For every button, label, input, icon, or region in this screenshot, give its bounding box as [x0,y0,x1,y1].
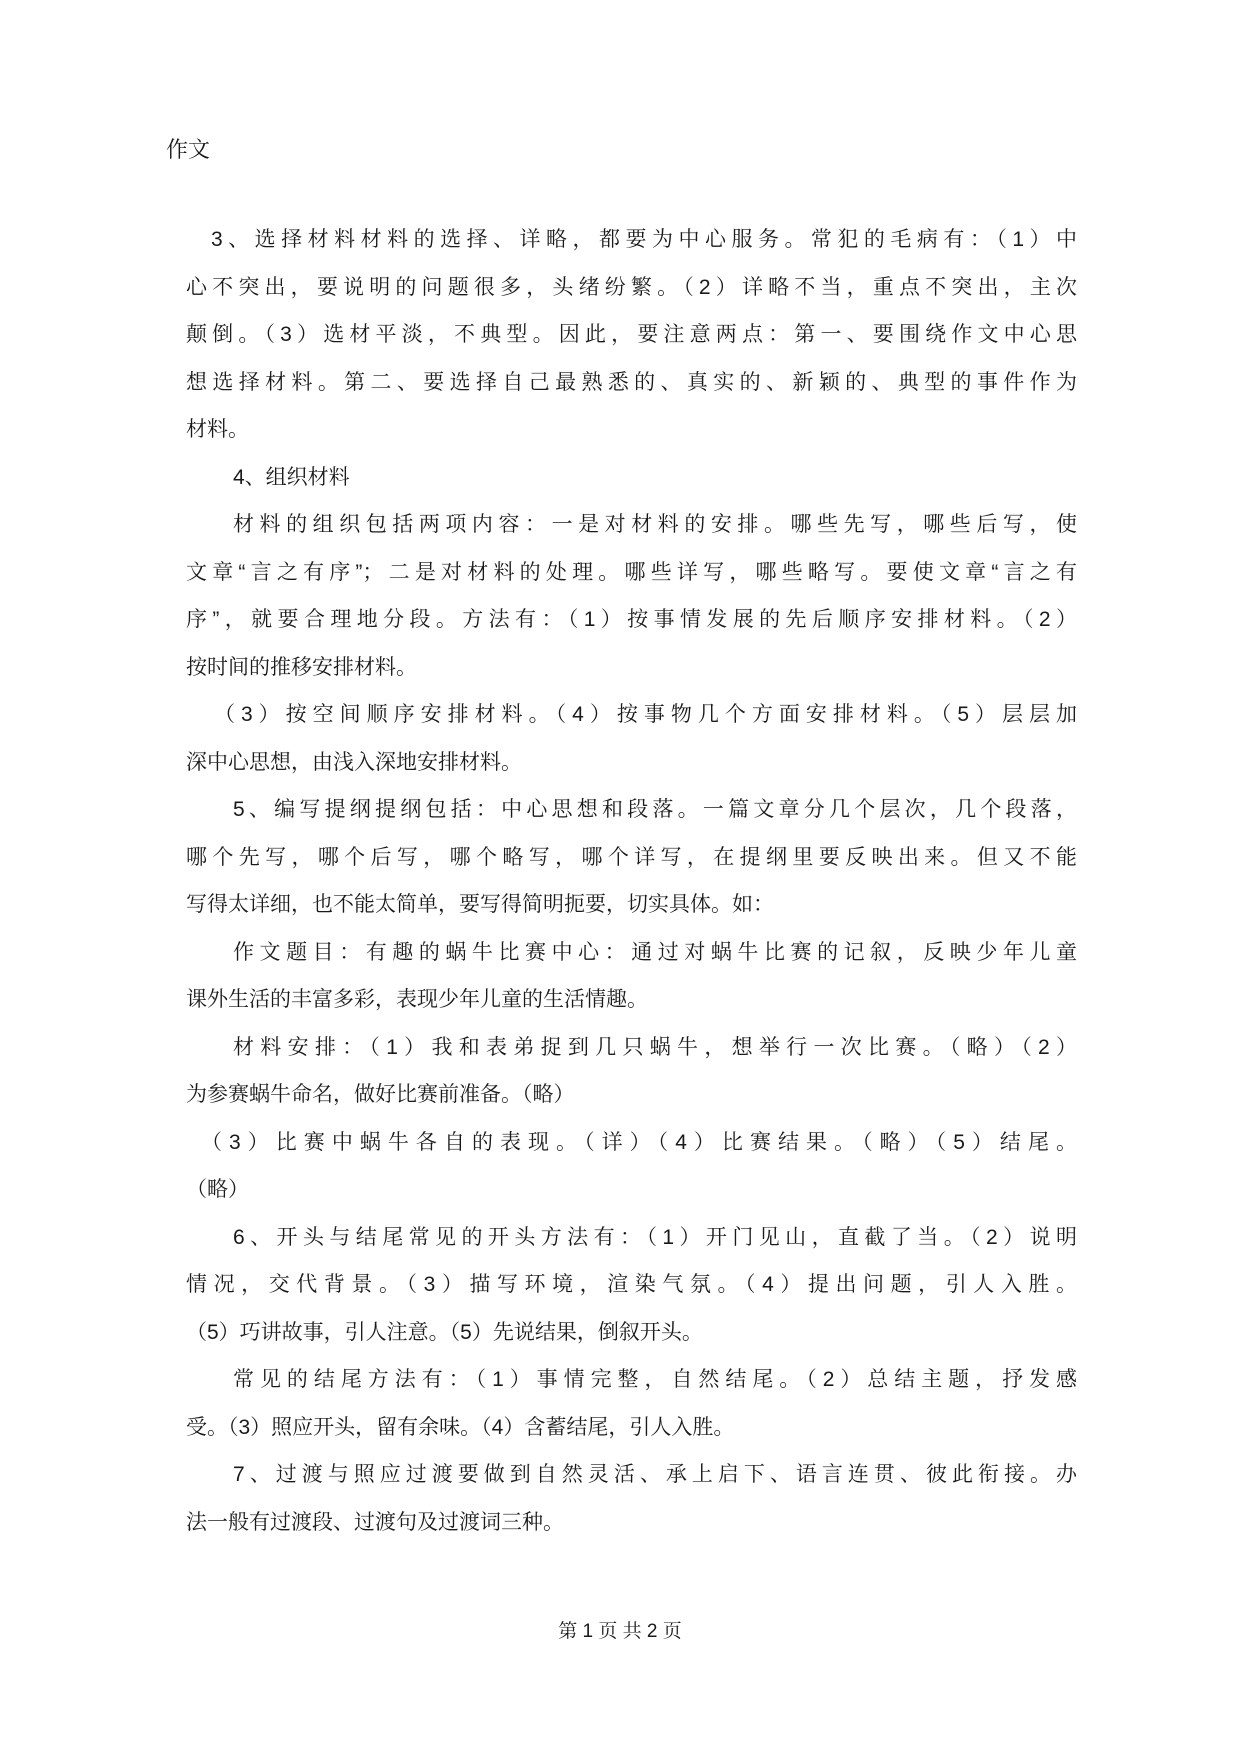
text-line: 按时间的推移安排材料。 [186,655,417,679]
text-line: 序”，就要合理地分段。方法有：（1）按事情发展的先后顺序安排材料。（2） [186,608,1077,631]
text-line: 为参赛蜗牛命名，做好比赛前准备。（略） [186,1083,575,1106]
text-line: 写得太详细，也不能太简单，要写得简明扼要，切实具体。如： [186,893,774,916]
text-line: 颠倒。（3）选材平淡，不典型。因此，要注意两点：第一、要围绕作文中心思 [186,323,1077,346]
paragraph [186,1119,1077,1214]
text-line: 哪个先写，哪个后写，哪个略写，哪个详写，在提纲里要反映出来。但又不能 [186,845,1077,869]
text-line: 心不突出，要说明的问题很多，头绪纷繁。（2）详略不当，重点不突出，主次 [186,275,1077,299]
page-number-footer: 第 1 页 共 2 页 [558,1621,682,1642]
text-line: 3、选择材料材料的选择、详略，都要为中心服务。常犯的毛病有：（1）中 [211,228,1077,251]
text-line: （3）按空间顺序安排材料。（4）按事物几个方面安排材料。（5）层层加 [214,703,1077,726]
paragraph [186,501,1077,691]
paragraph [186,1356,1077,1451]
text-line: 4、组织材料 [233,465,350,489]
text-line: 7、过渡与照应过渡要做到自然灵活、承上启下、语言连贯、彼此衔接。办 [233,1463,1077,1486]
text-line: 材料安排：（1）我和表弟捉到几只蜗牛，想举行一次比赛。（略）（2） [233,1035,1077,1059]
paragraph [186,1024,1077,1119]
text-line: 想选择材料。第二、要选择自己最熟悉的、真实的、新颖的、典型的事件作为 [186,370,1077,394]
paragraph [186,691,1077,786]
paragraph [186,216,1077,454]
text-line: （3）比赛中蜗牛各自的表现。（详）（4）比赛结果。（略）（5）结尾。 [201,1130,1077,1154]
text-line: 深中心思想，由浅入深地安排材料。 [186,750,522,774]
text-line: 法一般有过渡段、过渡句及过渡词三种。 [186,1510,564,1534]
text-line: 材料。 [186,418,249,441]
text-line: （5）巧讲故事，引人注意。（5）先说结果，倒叙开头。 [186,1320,703,1344]
paragraph [186,1214,1077,1357]
paragraph [186,454,1077,502]
text-line: 情况，交代背景。（3）描写环境，渲染气氛。（4）提出问题，引人入胜。 [186,1273,1077,1296]
text-line: 6、开头与结尾常见的开头方法有：（1）开门见山，直截了当。（2）说明 [233,1225,1077,1249]
text-line: 5、编写提纲提纲包括：中心思想和段落。一篇文章分几个层次，几个段落， [233,798,1077,821]
text-line: 课外生活的丰富多彩，表现少年儿童的生活情趣。 [186,988,648,1011]
text-line: （略） [186,1178,249,1201]
paragraph [186,786,1077,929]
document-title: 作文 [166,137,211,162]
paragraph [186,929,1077,1024]
document-body [186,216,1077,1546]
text-line: 文章“言之有序”；二是对材料的处理。哪些详写，哪些略写。要使文章“言之有 [186,560,1077,584]
text-line: 常见的结尾方法有：（1）事情完整，自然结尾。（2）总结主题，抒发感 [233,1368,1077,1391]
text-line: 作文题目：有趣的蜗牛比赛中心：通过对蜗牛比赛的记叙，反映少年儿童 [233,940,1077,964]
text-line: 材料的组织包括两项内容：一是对材料的安排。哪些先写，哪些后写，使 [233,513,1077,536]
text-line: 受。（3）照应开头，留有余味。（4）含蓄结尾，引人入胜。 [186,1415,735,1439]
paragraph [186,1451,1077,1546]
